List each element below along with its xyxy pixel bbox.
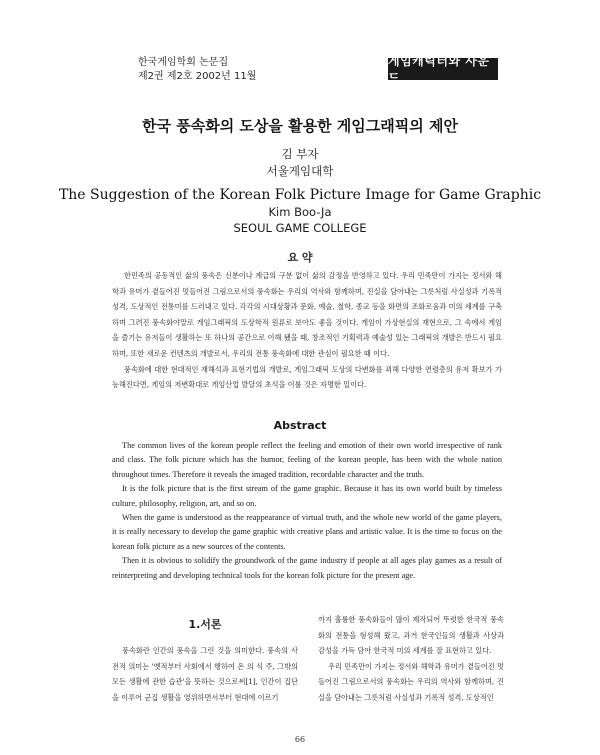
author-block-ko [0,146,600,180]
journal-info [138,56,256,84]
body-column-right [318,612,504,706]
abstract-en-paragraph: Then it is obvious to solidify the groundwork of the game industry if people at all ages play games as a result of reinterpreting and developing technical tools for the korean folk picture for the present age. [112,556,502,580]
section-tag: 게임캐릭터와 사운드 [388,58,498,80]
body-column-left [112,643,298,705]
body-paragraph: 풍속화란 인간의 풍속을 그린 것을 의미한다. 풍속의 사전적 의미는 '옛적부터 사회에서 행하여 온 의 식 주, 그밖의 모든 생활에 관한 습관'을 뜻하는 것으로써[1], 인간이 집단을 이루어 군집 생활을 영위하면서부터 현대에 이르기 [112,646,298,702]
affiliation-en: SEOUL GAME COLLEGE [233,221,367,235]
abstract-ko-heading: 요 약 [287,251,313,264]
abstract-ko [112,268,502,393]
journal-name: 한국게임학회 논문집 [138,57,229,68]
affiliation-ko: 서울게임대학 [266,164,334,178]
author-name-en: Kim Boo-Ja [268,205,332,219]
abstract-ko-paragraph: 풍속화에 대한 현대적인 재해석과 표현기법의 개발로, 게임그래픽 도상의 다변화를 꾀해 다양한 연령층의 유저 확보가 가능해진다면, 게임의 저변확대로 게임산업 발달의 초석을 이룰 것은 자명한 일이다. [112,364,502,390]
page-number: 66 [294,735,306,744]
abstract-en-paragraph: It is the folk picture that is the first stream of the game graphic. Because it has its own world built by timeless culture, philosophy, religion, art, and so on. [112,484,502,508]
intro-heading: 1.서론 [188,618,222,631]
abstract-en [112,439,502,583]
paper-title-en: The Suggestion of the Korean Folk Picture Image for Game Graphic [58,187,542,203]
paper-title-ko: 한국 풍속화의 도상을 활용한 게임그래픽의 제안 [142,117,458,135]
abstract-en-heading: Abstract [273,419,327,432]
abstract-en-paragraph: The common lives of the korean people reflect the feeling and emotion of their own world irrespective of rank and class. The folk picture which has the humor, feeling of the korean people, has been with the whole nation throughout times. Therefore it reveals the imaged tradition, recordable character and the truth. [112,441,502,479]
abstract-en-paragraph: When the game is understood as the reappearance of virtual truth, and the whole new world of the game players, it is really necessary to develop the game graphic with creative plans and artistic value. It is the time to focus on the korean folk picture as a new sources of the contents. [112,513,502,551]
journal-issue: 제2권 제2호 2002년 11월 [138,71,257,82]
author-name-ko: 김 부자 [281,147,319,161]
body-paragraph: 까지 훌륭한 풍속화들이 많이 제작되어 뚜렷한 한국적 풍속화의 전통을 형성해 왔고, 과거 한국인들의 생활과 사상과 감성을 가득 담아 한국적 미의 세계를 잘 표현하고 있다. [318,615,504,656]
author-block-en [0,204,600,236]
body-paragraph: 우리 민족만이 가지는 정서와 해학과 유머가 곁들어진 멋들어진 그림으로서의 풍속화는 우리의 역사와 함께하며, 진실을 담아내는 그릇처럼 사실성과 기록적 성격, 도상적인 [318,661,504,702]
abstract-ko-paragraph: 한민족의 공동적인 삶의 풍속은 신분이나 계급의 구분 없이 삶의 감정을 반영하고 있다. 우리 민족만이 가지는 정서와 해학과 유머가 곁들어진 멋들어진 그림으로서의 풍속화는 우리의 역사와 함께하며, 진실을 담아내는 그릇처럼 사실성과 기록적 성격, 도상적인 전통미를 드러내고 있다. 각각의 시대상황과 문화, 예술, 철학, 종교 등을 화면의 조화로움과 미의 세계를 구축하며 그려진 풍속화야말로 게임그래픽의 도상학적 원류로 보아도 좋을 것이다. 게임이 가상현실의 재현으로, 그 속에서 게임을 즐기는 유저들이 생활하는 또 하나의 공간으로 이해 됐을 때, 창조적인 기획력과 예술성 있는 그래픽의 개발은 반드시 필요하며, 또한 새로운 컨텐츠의 개발로서, 우리의 전통 풍속화에 대한 관심이 필요한 때 이다. [112,271,502,358]
